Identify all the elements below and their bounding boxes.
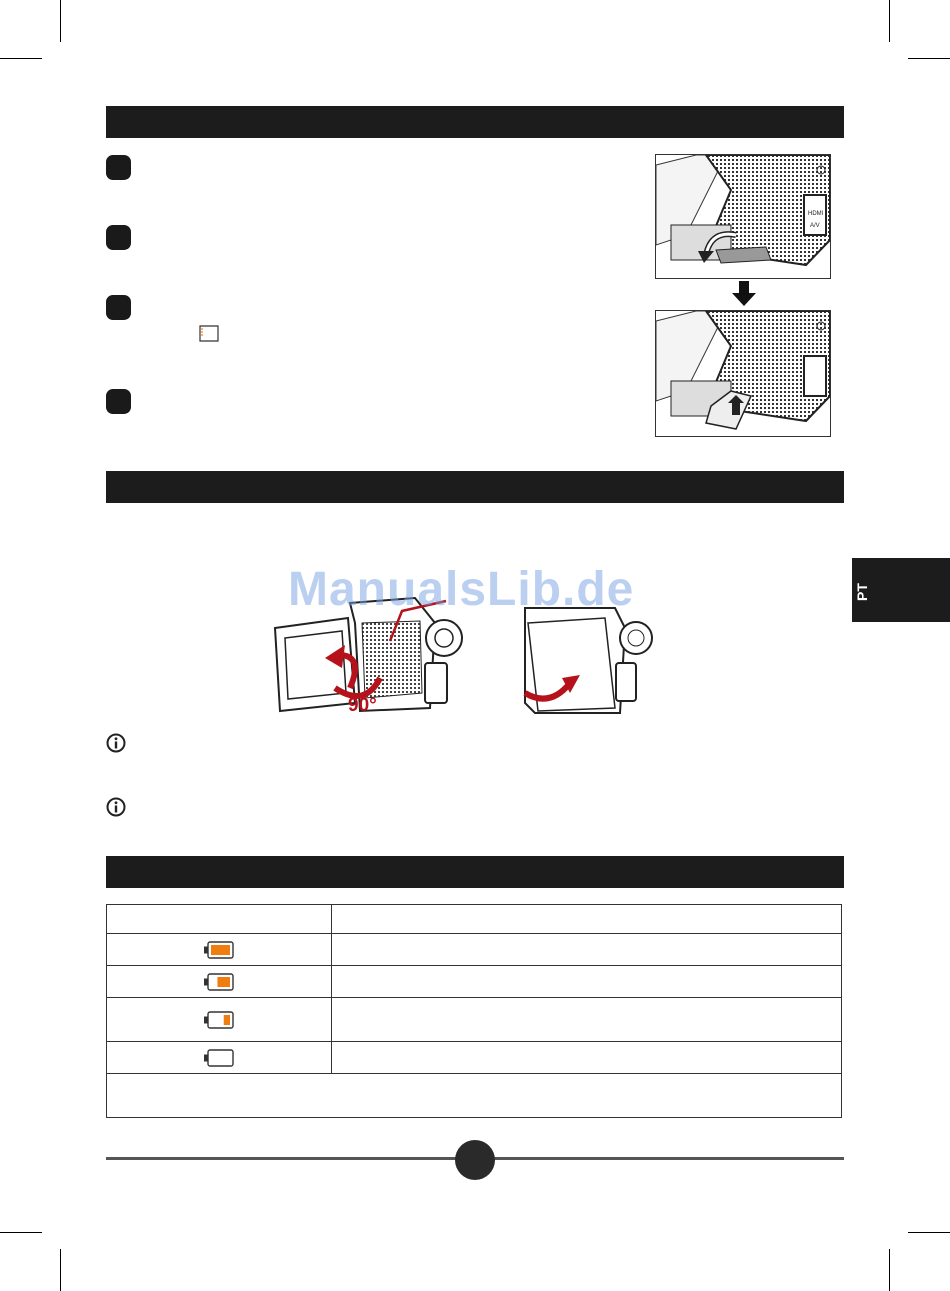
arrow-down-icon [731,281,757,307]
crop-mark [889,1249,890,1291]
camera-closed-screen [525,608,652,713]
card-cover-open-photo [655,154,831,279]
rotation-angle-label: 90° [348,695,377,716]
battery-full-icon [203,940,235,960]
section-header-lcd [106,471,844,503]
crop-mark [60,1249,61,1291]
table-header-icon [107,905,332,934]
battery-one-third-icon [203,1010,235,1030]
table-row [107,934,842,966]
section-header-battery [106,856,844,888]
step-4-badge [106,389,131,414]
crop-mark [0,1232,42,1233]
battery-footnote [107,1074,842,1118]
step-2-badge [106,225,131,250]
battery-description [332,966,842,998]
language-tab [852,558,950,622]
hdmi-label: HDMI [808,211,824,217]
table-row [107,998,842,1042]
crop-mark [908,1232,950,1233]
table-header-row [107,905,842,934]
table-header-description [332,905,842,934]
watermark: ManualsLib.de [288,563,635,616]
battery-description [332,998,842,1042]
crop-mark [889,0,890,42]
battery-description [332,934,842,966]
info-icon [106,733,126,753]
info-icon [106,797,126,817]
crop-mark [60,0,61,42]
section-header-card [106,106,844,138]
crop-mark [0,58,42,59]
battery-description [332,1042,842,1074]
table-row [107,966,842,998]
table-footnote-row [107,1074,842,1118]
crop-mark [908,58,950,59]
battery-two-thirds-icon [203,972,235,992]
card-insert-photo [655,310,831,437]
battery-empty-icon [203,1048,235,1068]
av-label: A/V [810,223,820,229]
table-row [107,1042,842,1074]
page-number [455,1140,495,1180]
battery-table [106,904,842,1118]
step-1-badge [106,155,131,180]
language-tab-label: PT [854,583,870,601]
step-3-badge [106,295,131,320]
sd-card-icon [199,325,219,342]
